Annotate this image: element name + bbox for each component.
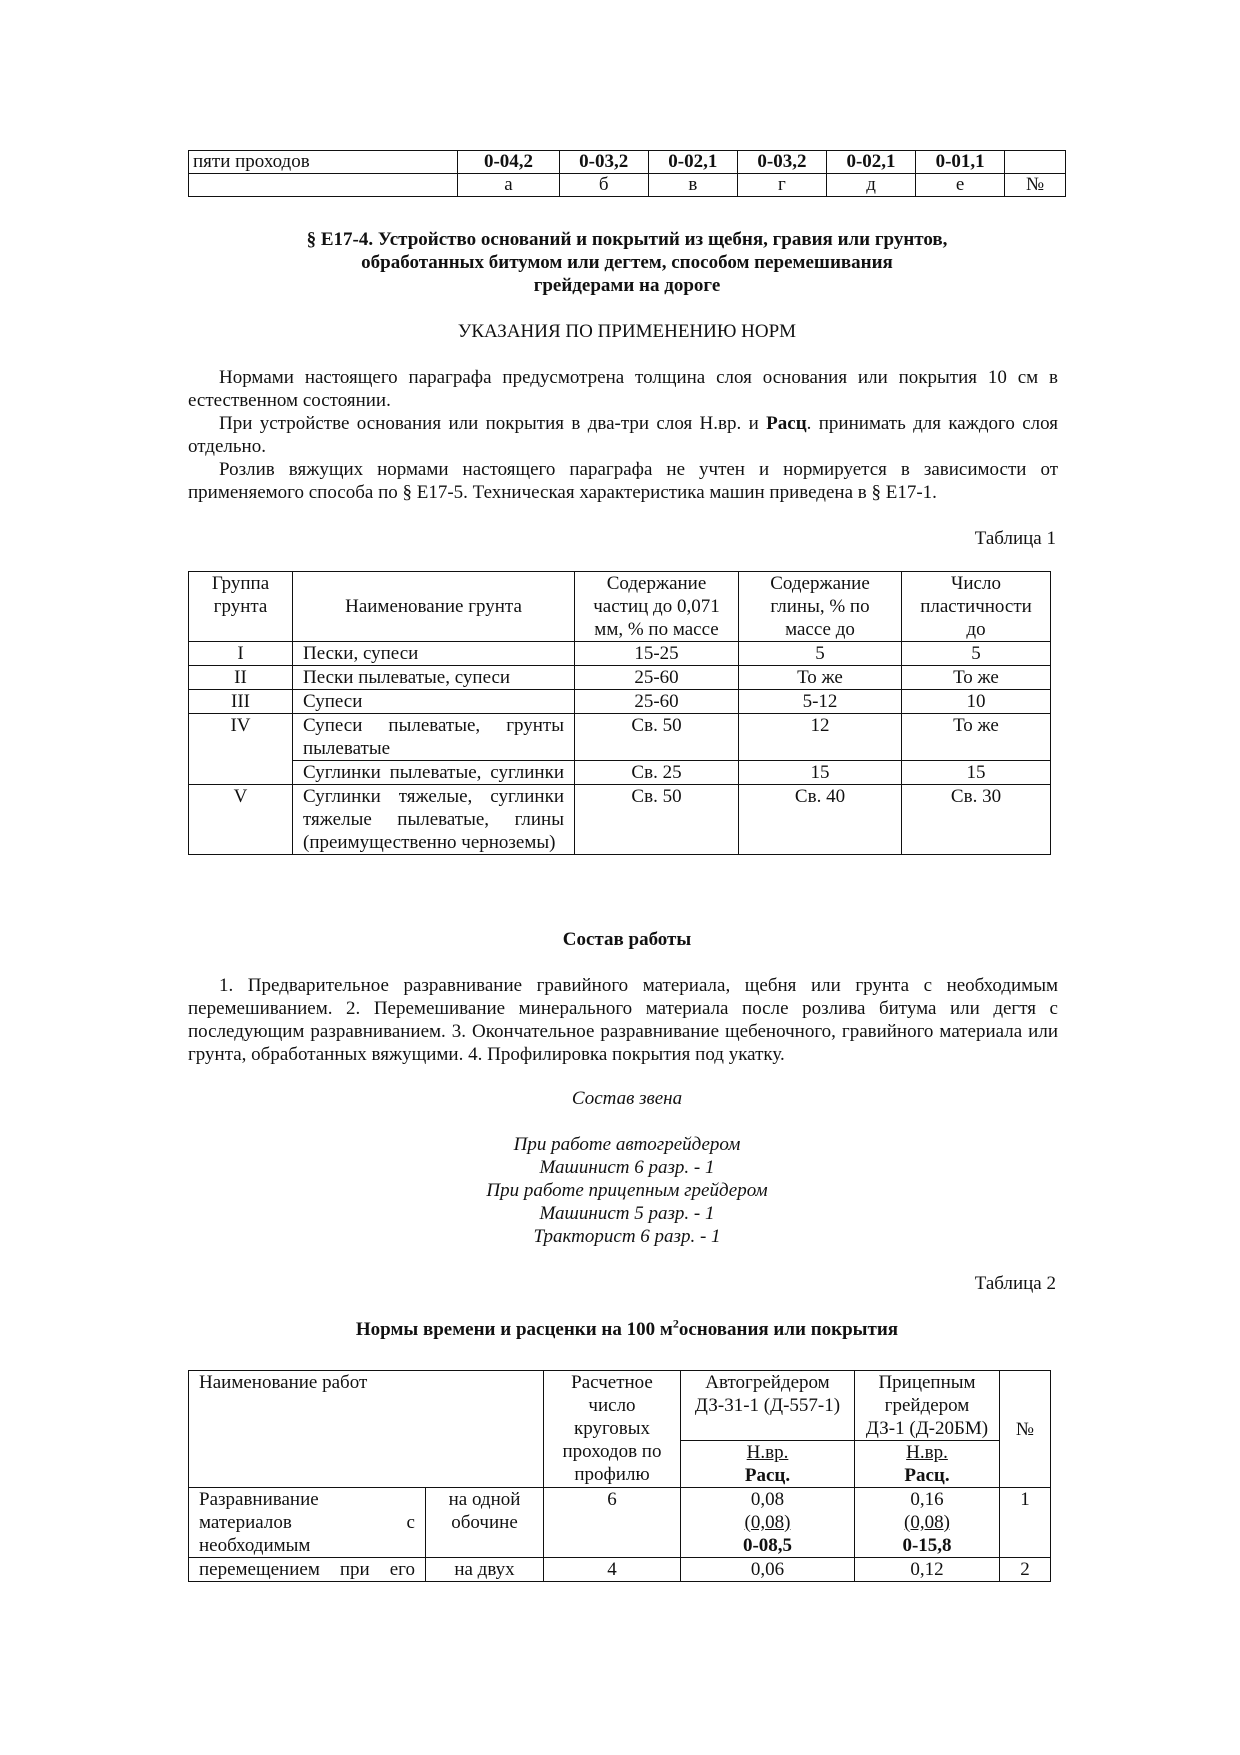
norm-time: 0,06 — [681, 1558, 855, 1582]
text-run: При устройстве основания или покрытия в два-три слоя Н.вр. и — [219, 413, 767, 434]
crew-title: Состав звена — [571, 1088, 683, 1109]
crew-line: При работе прицепным грейдером — [486, 1180, 768, 1201]
passes-value: 6 — [544, 1488, 681, 1558]
section-title-line: грейдерами на дороге — [533, 275, 721, 296]
unit-header — [855, 1441, 1000, 1488]
table-row — [189, 761, 1051, 785]
crew-line: Машинист 5 разр. - 1 — [539, 1203, 715, 1224]
soil-name: Пески, супеси — [293, 642, 575, 666]
table-cell: 0-02,1 — [648, 151, 737, 174]
norm-time-machine: (0,08) — [904, 1512, 950, 1533]
crew-line: Машинист 6 разр. - 1 — [539, 1157, 715, 1178]
work-name: Разравнивание материалов с необходимым — [189, 1488, 426, 1558]
auto-grader-values — [681, 1488, 855, 1558]
clay-value: 5-12 — [739, 690, 902, 714]
table2-title — [188, 1318, 1066, 1341]
passes-value: 4 — [544, 1558, 681, 1582]
clay-value: 5 — [739, 642, 902, 666]
clay-value: То же — [739, 666, 902, 690]
table-cell: 0-04,2 — [458, 151, 559, 174]
table-cell: 0-02,1 — [826, 151, 915, 174]
column-letter: в — [648, 174, 737, 197]
clay-value: 12 — [739, 714, 902, 761]
section-title-line: обработанных битумом или дегтем, способом перемешивания — [361, 252, 893, 273]
section-subtitle: УКАЗАНИЯ ПО ПРИМЕНЕНИЮ НОРМ — [457, 321, 797, 342]
work-name: перемещением при его — [189, 1558, 426, 1582]
soil-group: III — [189, 690, 293, 714]
time-norms-table — [188, 1370, 1051, 1582]
table-cell: 0-03,2 — [559, 151, 648, 174]
work-title: Состав работы — [562, 929, 692, 950]
work-paragraph: 1. Предварительное разравнивание гравийного материала, щебня или грунта с необходимым перемешиванием. 2. Перемешивание минерального материала после розлива битума или дегтя с последующим разравниванием. 3. Окончательное разравнивание щебеночного, гравийного материала или грунта, обработанных вяжущими. 4. Профилировка покрытия под укатку. — [188, 975, 1058, 1065]
column-header: Расчетное число круговых проходов по профилю — [544, 1371, 681, 1488]
table-caption: Таблица 2 — [974, 1273, 1056, 1294]
particles-value: Св. 50 — [575, 714, 739, 761]
column-letter: г — [737, 174, 826, 197]
superscript: 2 — [672, 1316, 679, 1331]
soil-groups-table — [188, 571, 1051, 855]
instruction-paragraph: Розлив вяжущих нормами настоящего параграфа не учтен и нормируется в зависимости от применяемого способа по § Е17-5. Техническая характеристика машин приведена в § Е17-1. — [188, 459, 1058, 503]
norm-time-label: Н.вр. — [746, 1442, 789, 1463]
plasticity-value: То же — [902, 714, 1051, 761]
column-header: Число пластичности до — [902, 572, 1051, 642]
clay-value: 15 — [739, 761, 902, 785]
column-header: Наименование работ — [189, 1371, 544, 1488]
rate-label: Расц. — [744, 1465, 791, 1486]
row-number: 1 — [1000, 1488, 1051, 1558]
trailer-grader-values — [855, 1488, 1000, 1558]
table-row — [189, 690, 1051, 714]
plasticity-value: 10 — [902, 690, 1051, 714]
soil-group: I — [189, 642, 293, 666]
text-run: Нормы времени и расценки на 100 м — [355, 1319, 673, 1340]
work-side: на двух — [426, 1558, 544, 1582]
particles-value: 25-60 — [575, 690, 739, 714]
crew-list — [188, 1133, 1066, 1248]
text-run: основания или покрытия — [678, 1319, 899, 1340]
table-row — [189, 666, 1051, 690]
norm-time-machine: (0,08) — [744, 1512, 791, 1533]
plasticity-value: 15 — [902, 761, 1051, 785]
soil-group: II — [189, 666, 293, 690]
instruction-paragraph: Нормами настоящего параграфа предусмотрена толщина слоя основания или покрытия 10 см в естественном состоянии. — [188, 367, 1058, 411]
plasticity-value: То же — [902, 666, 1051, 690]
soil-name: Суглинки пылеватые, суглинки — [293, 761, 575, 785]
column-header: Наименование грунта — [293, 572, 575, 642]
column-letter: е — [916, 174, 1005, 197]
particles-value: 25-60 — [575, 666, 739, 690]
table-row — [189, 785, 1051, 855]
instruction-paragraph — [188, 412, 1058, 458]
plasticity-value: Св. 30 — [902, 785, 1051, 855]
column-header: Содержание частиц до 0,071 мм, % по массе — [575, 572, 739, 642]
norm-time: 0,16 — [910, 1489, 944, 1510]
soil-name: Супеси пылеватые, грунты пылеватые — [293, 714, 575, 761]
row-label: пяти проходов — [189, 151, 458, 174]
soil-group: V — [189, 785, 293, 855]
column-header: Автогрейдером ДЗ-31-1 (Д-557-1) — [681, 1371, 855, 1441]
crew-line: При работе автогрейдером — [513, 1134, 741, 1155]
norm-time: 0,08 — [750, 1489, 785, 1510]
bold-term: Расц — [766, 413, 807, 434]
soil-name: Супеси — [293, 690, 575, 714]
row-label — [189, 174, 458, 197]
table-caption: Таблица 1 — [974, 528, 1056, 549]
table-cell — [1005, 151, 1066, 174]
norm-time-label: Н.вр. — [906, 1442, 948, 1463]
soil-name: Суглинки тяжелые, суглинки тяжелые пылеватые, глины (преимущественно черноземы) — [293, 785, 575, 855]
table-row — [189, 174, 1066, 197]
table-row — [189, 1488, 1051, 1558]
column-letter: д — [826, 174, 915, 197]
text-run: . принимать для каждого слоя отдельно. — [188, 413, 1058, 457]
clay-value: Св. 40 — [739, 785, 902, 855]
crew-line: Тракторист 6 разр. - 1 — [533, 1226, 721, 1247]
particles-value: Св. 25 — [575, 761, 739, 785]
table-header-row — [189, 572, 1051, 642]
column-header: Группа грунта — [189, 572, 293, 642]
particles-value: 15-25 — [575, 642, 739, 666]
row-number: 2 — [1000, 1558, 1051, 1582]
table-header-row — [189, 1371, 1051, 1441]
column-header: Содержание глины, % по массе до — [739, 572, 902, 642]
rate-value: 0-08,5 — [742, 1535, 793, 1556]
plasticity-value: 5 — [902, 642, 1051, 666]
table-row — [189, 1558, 1051, 1582]
column-letter: б — [559, 174, 648, 197]
particles-value: Св. 50 — [575, 785, 739, 855]
column-header: Прицепным грейдером ДЗ-1 (Д-20БМ) — [855, 1371, 1000, 1441]
previous-norms-table-fragment — [188, 150, 1066, 197]
section-title-line: § Е17-4. Устройство оснований и покрытий из щебня, гравия или грунтов, — [306, 229, 948, 250]
table-row — [189, 151, 1066, 174]
table-row — [189, 714, 1051, 761]
table-cell: 0-03,2 — [737, 151, 826, 174]
soil-name: Пески пылеватые, супеси — [293, 666, 575, 690]
section-title — [188, 228, 1066, 297]
column-header: № — [1000, 1371, 1051, 1488]
column-number-sign: № — [1005, 174, 1066, 197]
rate-label: Расц. — [904, 1465, 950, 1486]
rate-value: 0-15,8 — [902, 1535, 952, 1556]
table-row — [189, 642, 1051, 666]
norm-time: 0,12 — [855, 1558, 1000, 1582]
soil-group: IV — [189, 714, 293, 785]
column-letter: а — [458, 174, 559, 197]
unit-header — [681, 1441, 855, 1488]
work-side: на одной обочине — [426, 1488, 544, 1558]
table-cell: 0-01,1 — [916, 151, 1005, 174]
